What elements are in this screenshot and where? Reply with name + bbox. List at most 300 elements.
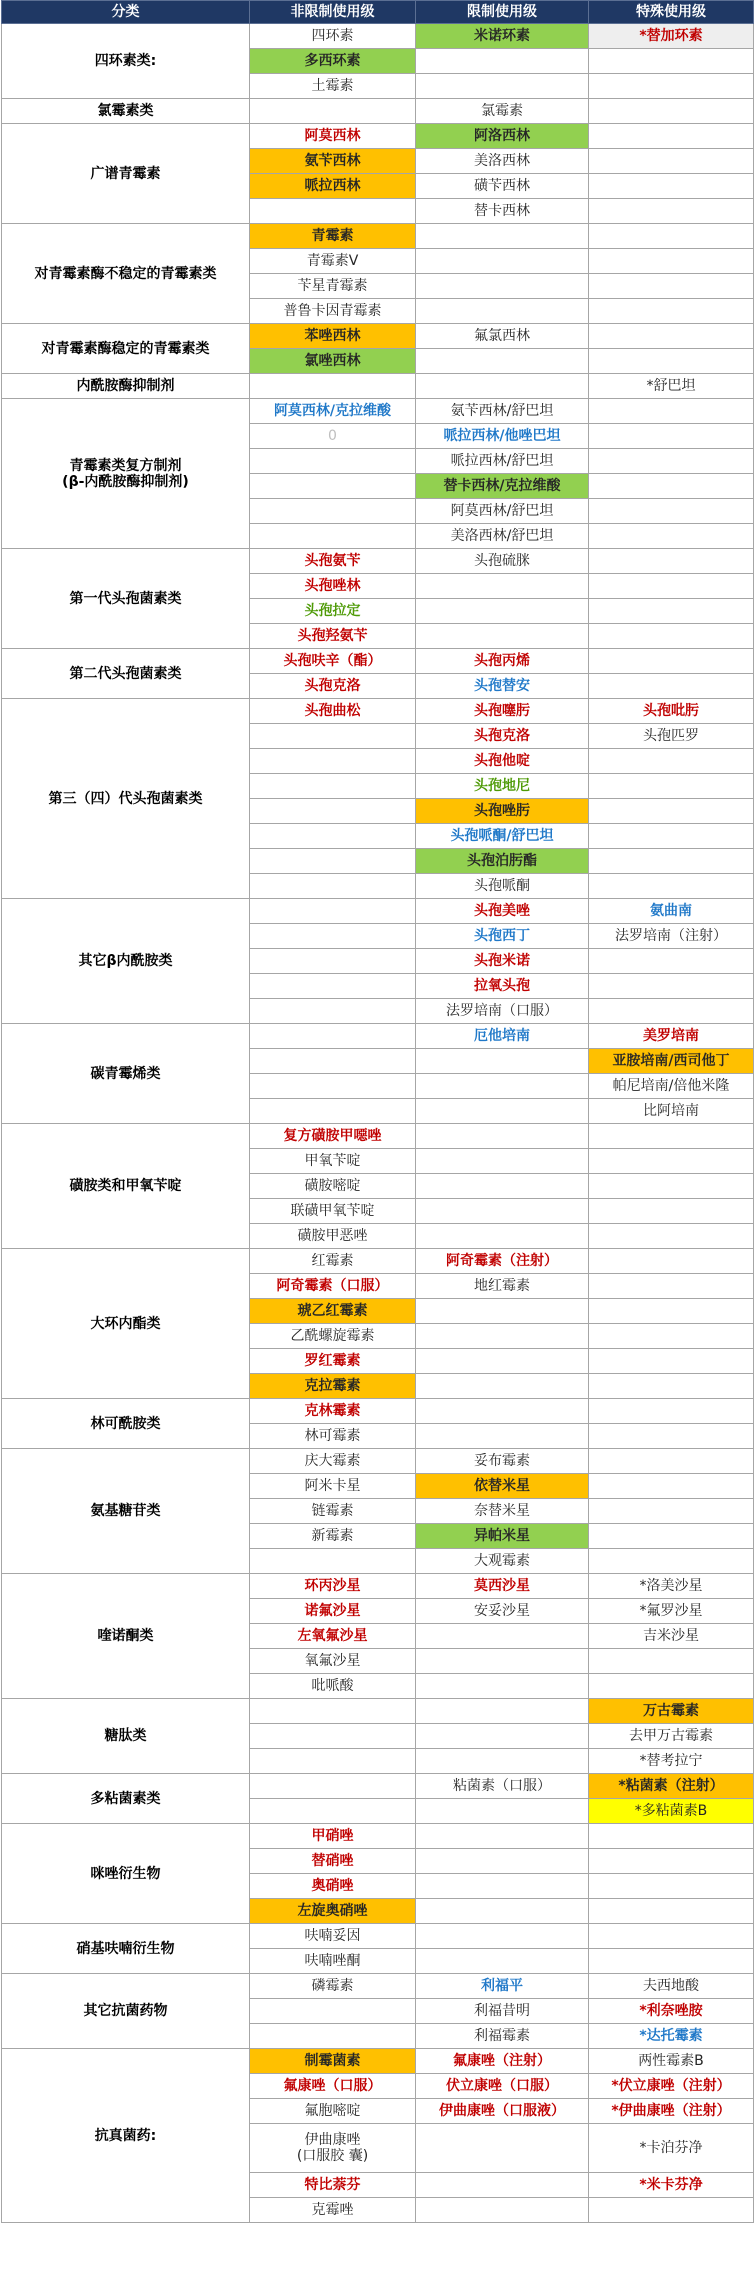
special-cell — [589, 224, 754, 249]
restricted-cell — [416, 1674, 589, 1699]
restricted-cell: 利福霉素 — [416, 2024, 589, 2049]
restricted-cell — [416, 224, 589, 249]
table-row — [2, 224, 754, 249]
restricted-cell — [416, 1699, 589, 1724]
restricted-cell: 哌拉西林/他唑巴坦 — [416, 424, 589, 449]
restricted-cell: 粘菌素（口服） — [416, 1774, 589, 1799]
restricted-cell — [416, 1324, 589, 1349]
special-cell — [589, 1324, 754, 1349]
category-cell: 第二代头孢菌素类 — [2, 649, 250, 699]
category-cell: 碳青霉烯类 — [2, 1024, 250, 1124]
unrestricted-cell — [250, 474, 416, 499]
restricted-cell — [416, 1749, 589, 1774]
unrestricted-cell: 多西环素 — [250, 49, 416, 74]
unrestricted-cell — [250, 899, 416, 924]
special-cell — [589, 874, 754, 899]
restricted-cell: 奈替米星 — [416, 1499, 589, 1524]
restricted-cell: 哌拉西林/舒巴坦 — [416, 449, 589, 474]
restricted-cell — [416, 624, 589, 649]
table-row — [2, 899, 754, 924]
table-row — [2, 1824, 754, 1849]
special-cell — [589, 849, 754, 874]
special-cell: 两性霉素B — [589, 2049, 754, 2074]
restricted-cell — [416, 2124, 589, 2173]
table-row — [2, 374, 754, 399]
special-cell: *氟罗沙星 — [589, 1599, 754, 1624]
unrestricted-cell — [250, 849, 416, 874]
header-category: 分类 — [2, 1, 250, 24]
unrestricted-cell: 呋喃唑酮 — [250, 1949, 416, 1974]
special-cell: 亚胺培南/西司他丁 — [589, 1049, 754, 1074]
unrestricted-cell: 头孢曲松 — [250, 699, 416, 724]
unrestricted-cell: 奥硝唑 — [250, 1874, 416, 1899]
table-row — [2, 699, 754, 724]
restricted-cell — [416, 1724, 589, 1749]
header-unrestricted: 非限制使用级 — [250, 1, 416, 24]
special-cell — [589, 399, 754, 424]
unrestricted-cell — [250, 524, 416, 549]
restricted-cell: 莫西沙星 — [416, 1574, 589, 1599]
restricted-cell: 头孢哌酮/舒巴坦 — [416, 824, 589, 849]
restricted-cell: 头孢替安 — [416, 674, 589, 699]
unrestricted-cell: 伊曲康唑 (口服胶 囊) — [250, 2124, 416, 2173]
restricted-cell: 磺苄西林 — [416, 174, 589, 199]
special-cell — [589, 1674, 754, 1699]
unrestricted-cell: 左旋奥硝唑 — [250, 1899, 416, 1924]
restricted-cell — [416, 1149, 589, 1174]
unrestricted-cell: 阿奇霉素（口服） — [250, 1274, 416, 1299]
unrestricted-cell: 普鲁卡因青霉素 — [250, 299, 416, 324]
category-cell: 磺胺类和甲氧苄啶 — [2, 1124, 250, 1249]
restricted-cell: 替卡西林/克拉维酸 — [416, 474, 589, 499]
special-cell — [589, 624, 754, 649]
special-cell — [589, 424, 754, 449]
special-cell: *米卡芬净 — [589, 2173, 754, 2198]
restricted-cell — [416, 1874, 589, 1899]
restricted-cell — [416, 2198, 589, 2223]
restricted-cell: 拉氧头孢 — [416, 974, 589, 999]
unrestricted-cell: 林可霉素 — [250, 1424, 416, 1449]
special-cell — [589, 1449, 754, 1474]
unrestricted-cell: 红霉素 — [250, 1249, 416, 1274]
table-row — [2, 1974, 754, 1999]
unrestricted-cell: 0 — [250, 424, 416, 449]
unrestricted-cell — [250, 1699, 416, 1724]
unrestricted-cell: 头孢羟氨苄 — [250, 624, 416, 649]
unrestricted-cell: 氯唑西林 — [250, 349, 416, 374]
category-cell: 林可酰胺类 — [2, 1399, 250, 1449]
category-cell: 氯霉素类 — [2, 99, 250, 124]
special-cell — [589, 549, 754, 574]
unrestricted-cell: 哌拉西林 — [250, 174, 416, 199]
unrestricted-cell: 苯唑西林 — [250, 324, 416, 349]
unrestricted-cell — [250, 199, 416, 224]
table-row — [2, 1124, 754, 1149]
unrestricted-cell — [250, 724, 416, 749]
table-row — [2, 1024, 754, 1049]
restricted-cell: 头孢泊肟酯 — [416, 849, 589, 874]
table-row — [2, 1249, 754, 1274]
restricted-cell: 头孢美唑 — [416, 899, 589, 924]
unrestricted-cell: 琥乙红霉素 — [250, 1299, 416, 1324]
category-cell: 多粘菌素类 — [2, 1774, 250, 1824]
unrestricted-cell — [250, 1999, 416, 2024]
special-cell: 万古霉素 — [589, 1699, 754, 1724]
restricted-cell: 头孢地尼 — [416, 774, 589, 799]
unrestricted-cell: 氨苄西林 — [250, 149, 416, 174]
special-cell — [589, 1349, 754, 1374]
unrestricted-cell: 青霉素 — [250, 224, 416, 249]
unrestricted-cell — [250, 1049, 416, 1074]
restricted-cell: 法罗培南（口服） — [416, 999, 589, 1024]
restricted-cell — [416, 1299, 589, 1324]
restricted-cell: 头孢他啶 — [416, 749, 589, 774]
restricted-cell — [416, 349, 589, 374]
table-row — [2, 399, 754, 424]
table-row — [2, 2049, 754, 2074]
special-cell — [589, 1474, 754, 1499]
unrestricted-cell — [250, 1749, 416, 1774]
unrestricted-cell: 甲氧苄啶 — [250, 1149, 416, 1174]
special-cell — [589, 249, 754, 274]
category-cell: 第一代头孢菌素类 — [2, 549, 250, 649]
restricted-cell: 阿莫西林/舒巴坦 — [416, 499, 589, 524]
unrestricted-cell: 四环素 — [250, 24, 416, 49]
table-row — [2, 1449, 754, 1474]
restricted-cell: 氟康唑（注射） — [416, 2049, 589, 2074]
restricted-cell: 大观霉素 — [416, 1549, 589, 1574]
special-cell — [589, 1924, 754, 1949]
restricted-cell: 米诺环素 — [416, 24, 589, 49]
unrestricted-cell — [250, 1724, 416, 1749]
category-cell: 青霉素类复方制剂 (β-内酰胺酶抑制剂) — [2, 399, 250, 549]
special-cell: 帕尼培南/倍他米隆 — [589, 1074, 754, 1099]
category-cell: 第三（四）代头孢菌素类 — [2, 699, 250, 899]
table-body — [2, 24, 754, 2223]
unrestricted-cell: 头孢唑林 — [250, 574, 416, 599]
category-cell: 喹诺酮类 — [2, 1574, 250, 1699]
restricted-cell: 头孢噻肟 — [416, 699, 589, 724]
unrestricted-cell: 磺胺甲恶唑 — [250, 1224, 416, 1249]
restricted-cell: 头孢哌酮 — [416, 874, 589, 899]
unrestricted-cell: 磺胺嘧啶 — [250, 1174, 416, 1199]
restricted-cell — [416, 1624, 589, 1649]
restricted-cell: 头孢米诺 — [416, 949, 589, 974]
category-cell: 广谱青霉素 — [2, 124, 250, 224]
restricted-cell — [416, 2173, 589, 2198]
table-row — [2, 124, 754, 149]
special-cell — [589, 824, 754, 849]
special-cell — [589, 974, 754, 999]
unrestricted-cell — [250, 974, 416, 999]
special-cell — [589, 949, 754, 974]
category-cell: 内酰胺酶抑制剂 — [2, 374, 250, 399]
restricted-cell — [416, 1174, 589, 1199]
restricted-cell: 头孢丙烯 — [416, 649, 589, 674]
restricted-cell — [416, 1399, 589, 1424]
restricted-cell — [416, 599, 589, 624]
special-cell — [589, 124, 754, 149]
restricted-cell — [416, 1824, 589, 1849]
table-row — [2, 1774, 754, 1799]
special-cell: *多粘菌素B — [589, 1799, 754, 1824]
unrestricted-cell — [250, 499, 416, 524]
unrestricted-cell — [250, 1074, 416, 1099]
unrestricted-cell: 特比萘芬 — [250, 2173, 416, 2198]
unrestricted-cell: 阿莫西林/克拉维酸 — [250, 399, 416, 424]
unrestricted-cell — [250, 774, 416, 799]
unrestricted-cell: 氟胞嘧啶 — [250, 2099, 416, 2124]
category-cell: 其它抗菌药物 — [2, 1974, 250, 2049]
special-cell — [589, 599, 754, 624]
special-cell — [589, 1224, 754, 1249]
special-cell — [589, 649, 754, 674]
restricted-cell: 利福平 — [416, 1974, 589, 1999]
restricted-cell: 头孢硫脒 — [416, 549, 589, 574]
restricted-cell: 妥布霉素 — [416, 1449, 589, 1474]
unrestricted-cell — [250, 1024, 416, 1049]
special-cell — [589, 1849, 754, 1874]
special-cell — [589, 499, 754, 524]
table-row — [2, 1699, 754, 1724]
restricted-cell: 伊曲康唑（口服液） — [416, 2099, 589, 2124]
special-cell: 比阿培南 — [589, 1099, 754, 1124]
table-row — [2, 24, 754, 49]
special-cell: 头孢吡肟 — [589, 699, 754, 724]
special-cell — [589, 774, 754, 799]
unrestricted-cell — [250, 824, 416, 849]
special-cell: *替考拉宁 — [589, 1749, 754, 1774]
unrestricted-cell — [250, 1799, 416, 1824]
restricted-cell — [416, 374, 589, 399]
unrestricted-cell: 新霉素 — [250, 1524, 416, 1549]
unrestricted-cell: 克霉唑 — [250, 2198, 416, 2223]
unrestricted-cell: 磷霉素 — [250, 1974, 416, 1999]
special-cell — [589, 2198, 754, 2223]
restricted-cell: 替卡西林 — [416, 199, 589, 224]
special-cell — [589, 574, 754, 599]
special-cell: *利奈唑胺 — [589, 1999, 754, 2024]
unrestricted-cell — [250, 99, 416, 124]
special-cell: *粘菌素（注射） — [589, 1774, 754, 1799]
restricted-cell — [416, 1424, 589, 1449]
unrestricted-cell: 头孢克洛 — [250, 674, 416, 699]
restricted-cell — [416, 1199, 589, 1224]
restricted-cell: 氯霉素 — [416, 99, 589, 124]
restricted-cell — [416, 249, 589, 274]
antibiotic-classification-table — [1, 0, 754, 2223]
special-cell: 美罗培南 — [589, 1024, 754, 1049]
restricted-cell: 头孢克洛 — [416, 724, 589, 749]
table-row — [2, 1924, 754, 1949]
restricted-cell — [416, 1099, 589, 1124]
unrestricted-cell: 制霉菌素 — [250, 2049, 416, 2074]
special-cell — [589, 1549, 754, 1574]
restricted-cell — [416, 274, 589, 299]
special-cell — [589, 1499, 754, 1524]
restricted-cell: 厄他培南 — [416, 1024, 589, 1049]
unrestricted-cell: 土霉素 — [250, 74, 416, 99]
special-cell — [589, 1874, 754, 1899]
unrestricted-cell: 苄星青霉素 — [250, 274, 416, 299]
special-cell — [589, 349, 754, 374]
special-cell — [589, 74, 754, 99]
unrestricted-cell: 甲硝唑 — [250, 1824, 416, 1849]
unrestricted-cell: 头孢拉定 — [250, 599, 416, 624]
unrestricted-cell — [250, 1774, 416, 1799]
special-cell — [589, 1424, 754, 1449]
special-cell — [589, 174, 754, 199]
unrestricted-cell: 克拉霉素 — [250, 1374, 416, 1399]
unrestricted-cell — [250, 749, 416, 774]
special-cell: *伏立康唑（注射） — [589, 2074, 754, 2099]
restricted-cell — [416, 1849, 589, 1874]
category-cell: 糖肽类 — [2, 1699, 250, 1774]
unrestricted-cell: 庆大霉素 — [250, 1449, 416, 1474]
restricted-cell — [416, 1374, 589, 1399]
restricted-cell — [416, 1049, 589, 1074]
category-cell: 对青霉素酶稳定的青霉素类 — [2, 324, 250, 374]
special-cell — [589, 1149, 754, 1174]
special-cell: 头孢匹罗 — [589, 724, 754, 749]
special-cell — [589, 674, 754, 699]
restricted-cell — [416, 299, 589, 324]
special-cell — [589, 449, 754, 474]
unrestricted-cell — [250, 1549, 416, 1574]
unrestricted-cell: 复方磺胺甲噁唑 — [250, 1124, 416, 1149]
special-cell — [589, 524, 754, 549]
unrestricted-cell: 头孢氨苄 — [250, 549, 416, 574]
unrestricted-cell — [250, 999, 416, 1024]
special-cell: 法罗培南（注射） — [589, 924, 754, 949]
restricted-cell: 头孢西丁 — [416, 924, 589, 949]
unrestricted-cell — [250, 374, 416, 399]
special-cell — [589, 299, 754, 324]
special-cell: *达托霉素 — [589, 2024, 754, 2049]
unrestricted-cell: 克林霉素 — [250, 1399, 416, 1424]
unrestricted-cell: 阿米卡星 — [250, 1474, 416, 1499]
table-row — [2, 549, 754, 574]
unrestricted-cell: 乙酰螺旋霉素 — [250, 1324, 416, 1349]
category-cell: 四环素类: — [2, 24, 250, 99]
category-cell: 对青霉素酶不稳定的青霉素类 — [2, 224, 250, 324]
restricted-cell: 美洛西林 — [416, 149, 589, 174]
restricted-cell — [416, 1649, 589, 1674]
table-row — [2, 1399, 754, 1424]
table-row — [2, 1574, 754, 1599]
special-cell — [589, 1899, 754, 1924]
special-cell: *洛美沙星 — [589, 1574, 754, 1599]
special-cell — [589, 199, 754, 224]
special-cell — [589, 274, 754, 299]
restricted-cell — [416, 1074, 589, 1099]
restricted-cell: 依替米星 — [416, 1474, 589, 1499]
special-cell — [589, 999, 754, 1024]
special-cell: 夫西地酸 — [589, 1974, 754, 1999]
header-special: 特殊使用级 — [589, 1, 754, 24]
special-cell — [589, 799, 754, 824]
unrestricted-cell — [250, 799, 416, 824]
special-cell — [589, 1649, 754, 1674]
restricted-cell — [416, 74, 589, 99]
unrestricted-cell: 诺氟沙星 — [250, 1599, 416, 1624]
unrestricted-cell: 环丙沙星 — [250, 1574, 416, 1599]
restricted-cell — [416, 49, 589, 74]
restricted-cell: 安妥沙星 — [416, 1599, 589, 1624]
restricted-cell: 伏立康唑（口服） — [416, 2074, 589, 2099]
special-cell — [589, 1249, 754, 1274]
restricted-cell: 阿洛西林 — [416, 124, 589, 149]
restricted-cell — [416, 1349, 589, 1374]
special-cell: *舒巴坦 — [589, 374, 754, 399]
restricted-cell: 异帕米星 — [416, 1524, 589, 1549]
restricted-cell: 美洛西林/舒巴坦 — [416, 524, 589, 549]
special-cell — [589, 49, 754, 74]
restricted-cell: 阿奇霉素（注射） — [416, 1249, 589, 1274]
restricted-cell — [416, 1924, 589, 1949]
special-cell — [589, 1199, 754, 1224]
unrestricted-cell — [250, 874, 416, 899]
restricted-cell — [416, 1799, 589, 1824]
header-restricted: 限制使用级 — [416, 1, 589, 24]
special-cell — [589, 474, 754, 499]
restricted-cell — [416, 1949, 589, 1974]
special-cell — [589, 1949, 754, 1974]
special-cell — [589, 1174, 754, 1199]
special-cell — [589, 324, 754, 349]
unrestricted-cell: 左氧氟沙星 — [250, 1624, 416, 1649]
category-cell: 大环内酯类 — [2, 1249, 250, 1399]
special-cell: *卡泊芬净 — [589, 2124, 754, 2173]
unrestricted-cell: 青霉素V — [250, 249, 416, 274]
restricted-cell — [416, 1124, 589, 1149]
special-cell — [589, 1274, 754, 1299]
category-cell: 氨基糖苷类 — [2, 1449, 250, 1574]
special-cell — [589, 1399, 754, 1424]
special-cell — [589, 1824, 754, 1849]
special-cell: 去甲万古霉素 — [589, 1724, 754, 1749]
special-cell — [589, 1374, 754, 1399]
unrestricted-cell: 氧氟沙星 — [250, 1649, 416, 1674]
unrestricted-cell: 阿莫西林 — [250, 124, 416, 149]
unrestricted-cell: 呋喃妥因 — [250, 1924, 416, 1949]
restricted-cell: 利福昔明 — [416, 1999, 589, 2024]
unrestricted-cell: 头孢呋辛（酯） — [250, 649, 416, 674]
header-row — [2, 1, 754, 24]
table-row — [2, 649, 754, 674]
unrestricted-cell — [250, 949, 416, 974]
special-cell: 氨曲南 — [589, 899, 754, 924]
category-cell: 咪唑衍生物 — [2, 1824, 250, 1924]
special-cell — [589, 1524, 754, 1549]
table-row — [2, 324, 754, 349]
special-cell: *伊曲康唑（注射） — [589, 2099, 754, 2124]
special-cell — [589, 1299, 754, 1324]
special-cell — [589, 1124, 754, 1149]
unrestricted-cell — [250, 449, 416, 474]
restricted-cell: 头孢唑肟 — [416, 799, 589, 824]
restricted-cell — [416, 574, 589, 599]
unrestricted-cell: 氟康唑（口服） — [250, 2074, 416, 2099]
unrestricted-cell: 罗红霉素 — [250, 1349, 416, 1374]
unrestricted-cell: 联磺甲氧苄啶 — [250, 1199, 416, 1224]
table-row — [2, 99, 754, 124]
category-cell: 其它β内酰胺类 — [2, 899, 250, 1024]
special-cell: 吉米沙星 — [589, 1624, 754, 1649]
special-cell — [589, 749, 754, 774]
category-cell: 抗真菌药: — [2, 2049, 250, 2223]
category-cell: 硝基呋喃衍生物 — [2, 1924, 250, 1974]
